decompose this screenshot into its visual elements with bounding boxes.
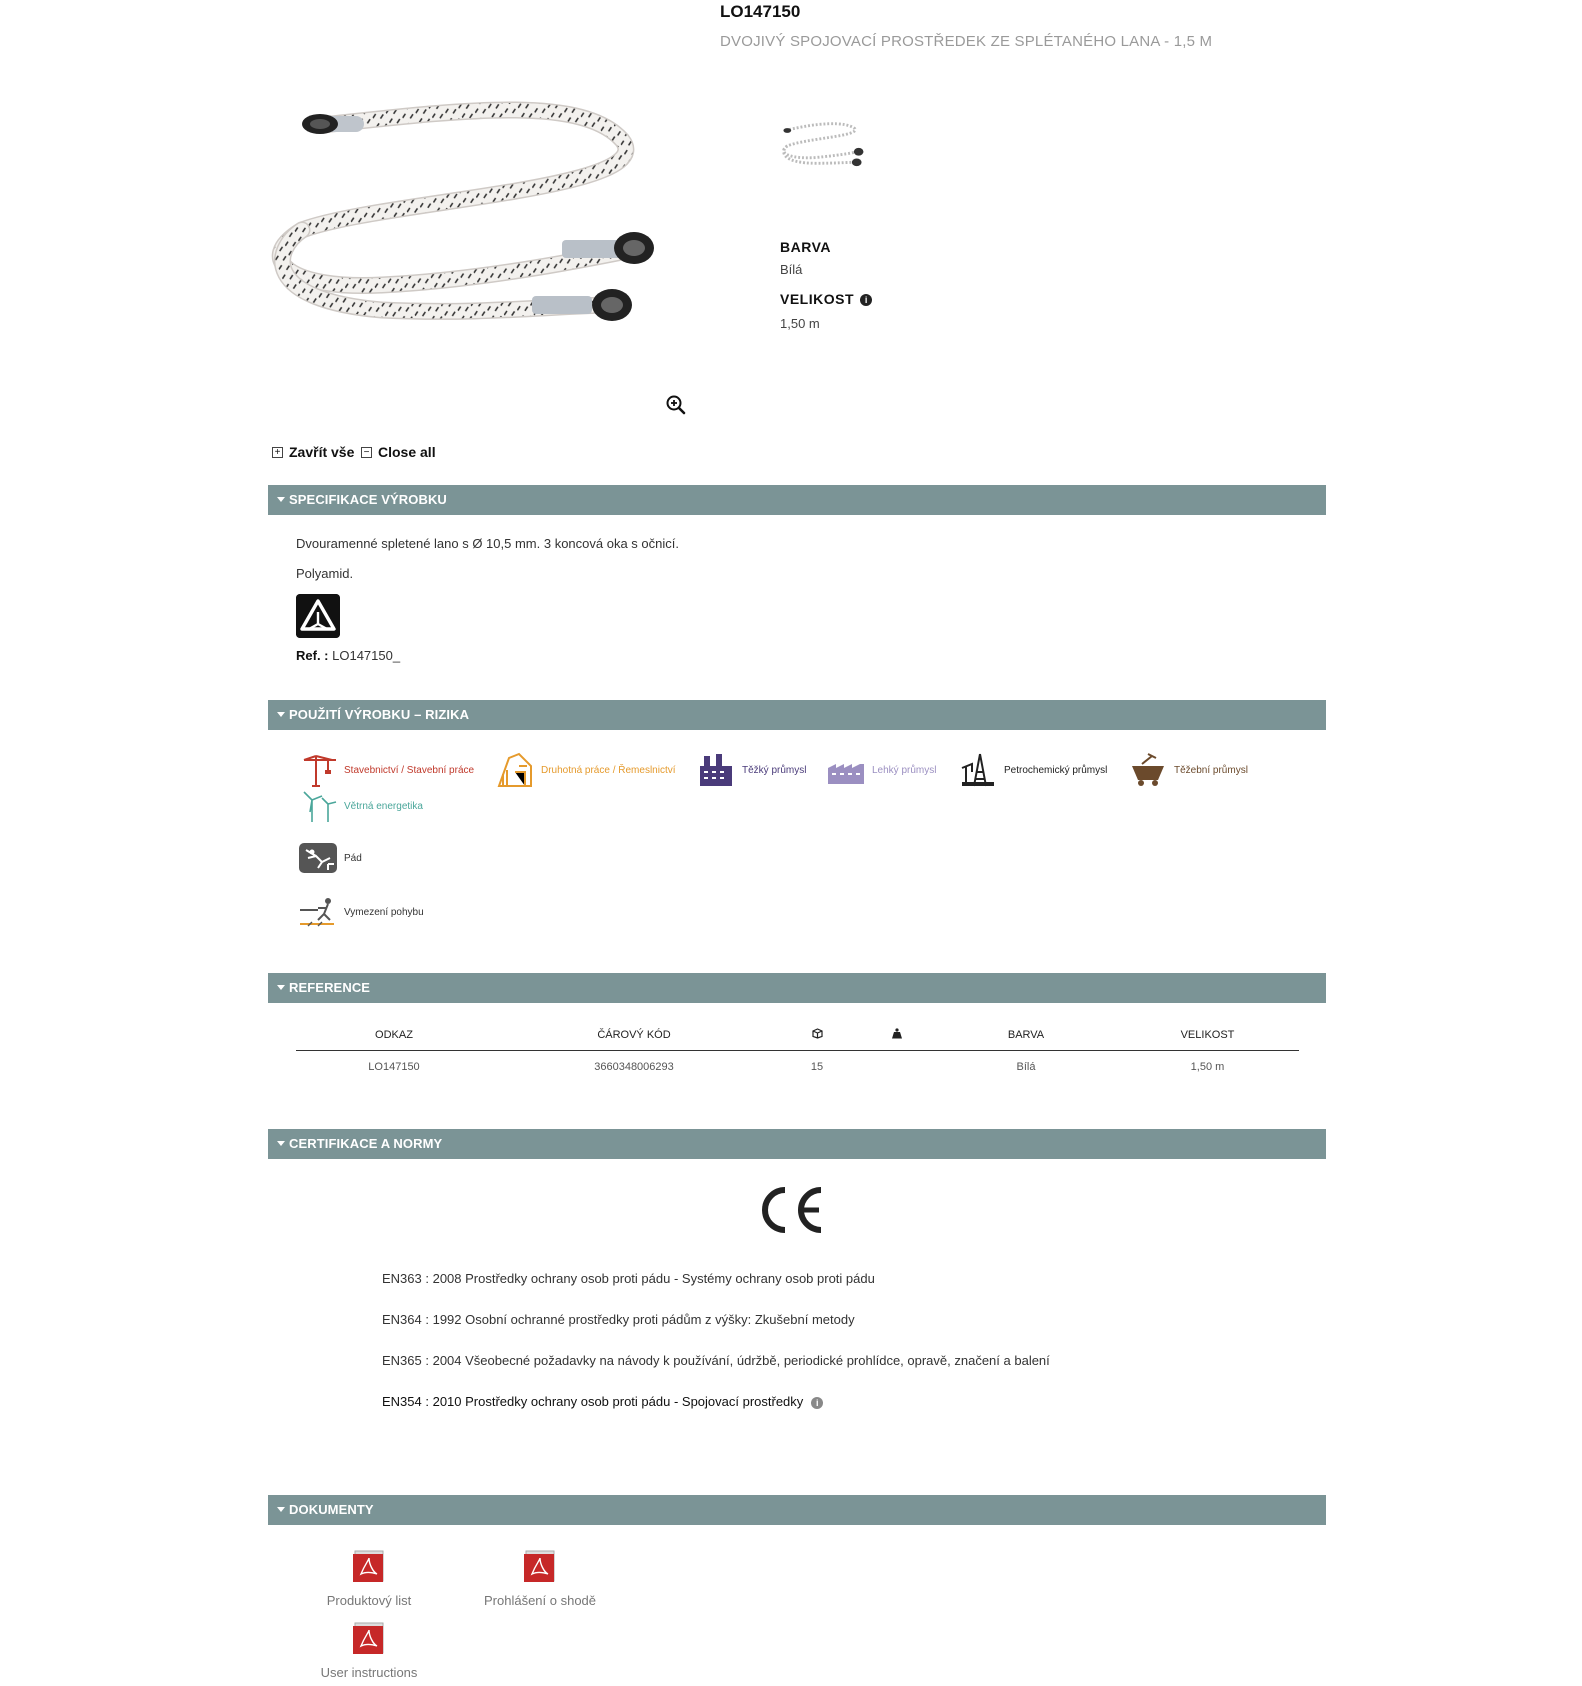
house-icon [495, 752, 535, 788]
norm-item: EN363 : 2008 Prostředky ochrany osob proti pádu - Systémy ochrany osob proti pádu [382, 1271, 875, 1286]
plus-square-icon: + [272, 447, 283, 458]
section-title-spec: SPECIFIKACE VÝROBKU [289, 492, 447, 507]
size-label-row [780, 291, 872, 307]
risk-label: Pád [344, 852, 362, 864]
weight-icon-glyph [892, 1028, 902, 1039]
collapse-all-label: Close all [378, 444, 436, 460]
column-header-package [776, 1020, 858, 1050]
document-user-instructions[interactable] [299, 1622, 439, 1680]
sector-label: Větrná energetika [344, 800, 423, 812]
section-header-spec[interactable] [268, 485, 1326, 515]
reference-table [296, 1020, 1299, 1084]
cell-reference: LO147150 [368, 1061, 420, 1074]
sector-light-industry [826, 752, 936, 788]
color-label: BARVA [780, 239, 831, 255]
size-label: VELIKOST [780, 291, 855, 307]
risk-movement-limitation [298, 896, 424, 928]
info-icon[interactable]: i [860, 294, 872, 306]
spec-description: Dvouramenné spletené lano s Ø 10,5 mm. 3 koncová oka s očnicí. [296, 536, 679, 551]
product-image[interactable] [262, 100, 692, 340]
column-header-weight [858, 1020, 936, 1050]
caret-down-icon [277, 1141, 285, 1146]
sector-heavy-industry [696, 752, 806, 788]
sector-wind-energy [298, 788, 423, 824]
cell-package: 15 [810, 1061, 824, 1074]
ce-mark-icon [757, 1184, 827, 1236]
section-title-certification: CERTIFIKACE A NORMY [289, 1136, 443, 1151]
sector-label: Stavebnictví / Stavební práce [344, 764, 475, 776]
info-icon[interactable]: i [811, 1397, 823, 1409]
section-title-usage: POUŽITÍ VÝROBKU – RIZIKA [289, 707, 470, 722]
pdf-icon [522, 1550, 558, 1584]
spec-reference [296, 648, 400, 663]
sector-construction [298, 752, 474, 788]
caret-down-icon [277, 985, 285, 990]
document-declaration[interactable] [470, 1550, 610, 1608]
section-header-usage[interactable] [268, 700, 1326, 730]
norm-text: EN354 : 2010 Prostředky ochrany osob proti pádu - Spojovací prostředky [382, 1394, 804, 1409]
column-header: BARVA [936, 1020, 1116, 1050]
expand-all-label: Zavřít vše [289, 444, 355, 460]
section-header-documents[interactable] [268, 1495, 1326, 1525]
section-header-reference[interactable] [268, 973, 1326, 1003]
light-factory-icon [826, 752, 866, 788]
sector-craft [495, 752, 676, 788]
size-value: 1,50 m [780, 316, 820, 331]
product-thumbnail[interactable] [776, 116, 868, 172]
crane-icon [298, 752, 338, 788]
fall-icon [298, 842, 338, 874]
document-label: Prohlášení o shodě [483, 1593, 597, 1608]
product-code: LO147150 [720, 2, 801, 21]
table-row[interactable] [296, 1050, 1299, 1084]
pdf-icon [351, 1622, 387, 1656]
section-header-certification[interactable] [268, 1129, 1326, 1159]
risk-label: Vymezení pohybu [344, 906, 424, 918]
norm-item: EN365 : 2004 Všeobecné požadavky na návody k používání, údržbě, periodické prohlídce, opravě, značení a balení [382, 1353, 1050, 1368]
caret-down-icon [277, 1507, 285, 1512]
color-value: Bílá [780, 262, 803, 277]
cell-barcode: 3660348006293 [594, 1061, 674, 1074]
column-header: VELIKOST [1116, 1020, 1299, 1050]
restraint-icon [298, 896, 338, 928]
ref-label: Ref. : [296, 648, 329, 663]
sector-label: Těžký průmysl [742, 764, 807, 776]
pdf-icon [351, 1550, 387, 1584]
caret-down-icon [277, 712, 285, 717]
collapse-all-toggle[interactable] [361, 444, 436, 460]
norm-item [382, 1394, 823, 1409]
caret-down-icon [277, 497, 285, 502]
norm-item: EN364 : 1992 Osobní ochranné prostředky proti pádům z výšky: Zkušební metody [382, 1312, 855, 1327]
cell-size: 1,50 m [1190, 1061, 1225, 1074]
sector-mining [1128, 752, 1248, 788]
cell-color: Bílá [1016, 1061, 1036, 1074]
sector-label: Druhotná práce / Řemeslnictví [541, 764, 676, 776]
minus-square-icon: − [361, 447, 372, 458]
box-icon-glyph [812, 1028, 823, 1039]
document-label: User instructions [320, 1665, 418, 1680]
document-label: Produktový list [326, 1593, 412, 1608]
factory-icon [696, 752, 736, 788]
sector-label: Těžební průmysl [1174, 764, 1248, 776]
column-header: ODKAZ [296, 1020, 492, 1050]
ref-value: LO147150_ [332, 648, 401, 663]
mine-cart-icon [1128, 752, 1168, 788]
product-name: DVOJIVÝ SPOJOVACÍ PROSTŘEDEK ZE SPLÉTANÉHO LANA - 1,5 M [720, 33, 1213, 50]
oil-rig-icon [958, 752, 998, 788]
document-product-sheet[interactable] [299, 1550, 439, 1608]
sector-label: Lehký průmysl [872, 764, 937, 776]
column-header: ČÁROVÝ KÓD [492, 1020, 776, 1050]
sector-petrochemical [958, 752, 1107, 788]
expand-all-toggle[interactable] [272, 444, 354, 460]
section-title-documents: DOKUMENTY [289, 1502, 374, 1517]
table-header-row [296, 1020, 1299, 1050]
delta-plus-logo [296, 594, 340, 638]
wind-turbine-icon [298, 788, 338, 824]
risk-fall [298, 842, 362, 874]
spec-material: Polyamid. [296, 566, 354, 581]
section-title-reference: REFERENCE [289, 980, 371, 995]
sector-label: Petrochemický průmysl [1004, 764, 1108, 776]
cell-weight [858, 1050, 936, 1084]
zoom-icon[interactable] [665, 394, 687, 416]
